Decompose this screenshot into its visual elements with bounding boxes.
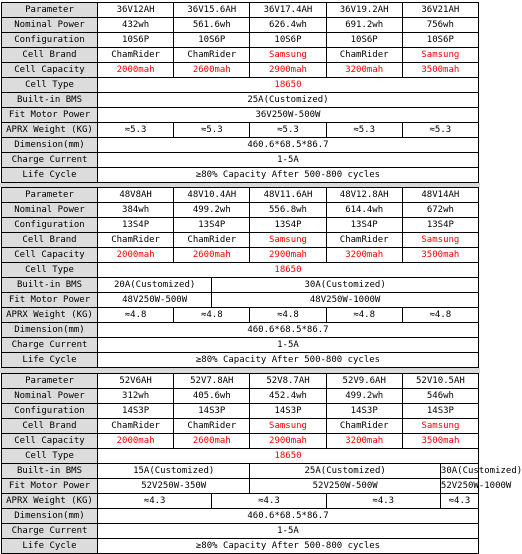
table-cell: 546wh [402, 389, 478, 404]
row-label: Fit Motor Power [2, 479, 98, 494]
table-cell: 2000mah [98, 434, 174, 449]
table-cell: ≈4.8 [174, 308, 250, 323]
table-cell: 18650 [98, 78, 479, 93]
table-cell: ChamRider [174, 48, 250, 63]
row-label: Charge Current [2, 153, 98, 168]
table-cell: 52V7.8AH [174, 374, 250, 389]
table-cell: 3200mah [326, 248, 402, 263]
table-cell: 14S3P [402, 404, 478, 419]
table-cell: 1-5A [98, 338, 479, 353]
table-cell: ChamRider [98, 48, 174, 63]
row-label: Cell Type [2, 449, 98, 464]
table-cell: 556.8wh [250, 203, 326, 218]
table-cell: Samsung [250, 48, 326, 63]
table-row [2, 494, 479, 509]
table-cell: ≥80% Capacity After 500-800 cycles [98, 353, 479, 368]
table-cell: 52V6AH [98, 374, 174, 389]
table-cell: 405.6wh [174, 389, 250, 404]
table-row [2, 153, 479, 168]
table-cell: 561.6wh [174, 18, 250, 33]
table-row [2, 63, 479, 78]
row-label: Cell Brand [2, 419, 98, 434]
spec-table-2 [1, 187, 479, 368]
table-cell: 1-5A [98, 153, 479, 168]
row-label: Cell Type [2, 263, 98, 278]
table-cell: 36V21AH [402, 3, 478, 18]
table-cell: 14S3P [250, 404, 326, 419]
table-cell: 36V12AH [98, 3, 174, 18]
table-cell: ≈4.8 [326, 308, 402, 323]
table-cell: 460.6*68.5*86.7 [98, 509, 479, 524]
table-cell: Samsung [402, 233, 478, 248]
table-cell: ≈4.3 [326, 494, 440, 509]
row-label: Configuration [2, 404, 98, 419]
table-cell: 452.4wh [250, 389, 326, 404]
table-cell: ≥80% Capacity After 500-800 cycles [98, 539, 479, 554]
table-cell: 20A(Customized) [98, 278, 212, 293]
table-row [2, 308, 479, 323]
table-cell: 3500mah [402, 434, 478, 449]
table-cell: 756wh [402, 18, 478, 33]
row-label: Built-in BMS [2, 464, 98, 479]
table-cell: 384wh [98, 203, 174, 218]
row-label: Cell Brand [2, 233, 98, 248]
table-cell: 15A(Customized) [98, 464, 250, 479]
row-label: Charge Current [2, 338, 98, 353]
table-cell: 10S6P [250, 33, 326, 48]
row-label: Built-in BMS [2, 93, 98, 108]
table-cell: 25A(Customized) [98, 93, 479, 108]
row-label: Configuration [2, 33, 98, 48]
table-cell: 10S6P [98, 33, 174, 48]
table-cell: 36V250W-500W [98, 108, 479, 123]
spec-table-1 [1, 2, 479, 183]
table-cell: 10S6P [402, 33, 478, 48]
table-cell: 30A(Customized) [212, 278, 479, 293]
row-label: Configuration [2, 218, 98, 233]
table-cell: 48V14AH [402, 188, 478, 203]
table-cell: 13S4P [250, 218, 326, 233]
table-cell: 48V8AH [98, 188, 174, 203]
table-row [2, 3, 479, 18]
table-cell: 499.2wh [326, 389, 402, 404]
table-cell: Samsung [402, 48, 478, 63]
table-row [2, 404, 479, 419]
table-cell: 14S3P [174, 404, 250, 419]
table-cell: ≈5.3 [174, 123, 250, 138]
table-row [2, 108, 479, 123]
table-cell: 691.2wh [326, 18, 402, 33]
table-row [2, 233, 479, 248]
table-cell: 3500mah [402, 248, 478, 263]
table-row [2, 123, 479, 138]
table-cell: 2900mah [250, 63, 326, 78]
table-cell: 2000mah [98, 248, 174, 263]
row-label: Parameter [2, 3, 98, 18]
table-cell: 36V15.6AH [174, 3, 250, 18]
table-cell: 52V250W-1000W [440, 479, 478, 494]
table-cell: 13S4P [402, 218, 478, 233]
row-label: Nominal Power [2, 18, 98, 33]
row-label: APRX Weight (KG) [2, 494, 98, 509]
table-cell: 1-5A [98, 524, 479, 539]
table-cell: 3200mah [326, 434, 402, 449]
table-cell: 13S4P [174, 218, 250, 233]
table-cell: ChamRider [98, 233, 174, 248]
row-label: Nominal Power [2, 389, 98, 404]
table-cell: 2900mah [250, 434, 326, 449]
row-label: Dimension(mm) [2, 138, 98, 153]
table-cell: ChamRider [326, 48, 402, 63]
table-cell: 626.4wh [250, 18, 326, 33]
table-cell: ≈4.3 [212, 494, 326, 509]
table-cell: 10S6P [326, 33, 402, 48]
table-row [2, 293, 479, 308]
table-cell: 499.2wh [174, 203, 250, 218]
table-cell: 30A(Customized) [440, 464, 478, 479]
table-cell: 52V250W-350W [98, 479, 250, 494]
row-label: Fit Motor Power [2, 108, 98, 123]
table-cell: ≥80% Capacity After 500-800 cycles [98, 168, 479, 183]
table-cell: Samsung [250, 233, 326, 248]
table-cell: ≈4.3 [440, 494, 478, 509]
row-label: Dimension(mm) [2, 509, 98, 524]
row-label: Life Cycle [2, 353, 98, 368]
table-cell: ≈5.3 [250, 123, 326, 138]
table-row [2, 263, 479, 278]
table-row [2, 509, 479, 524]
table-cell: ≈5.3 [326, 123, 402, 138]
row-label: Cell Capacity [2, 434, 98, 449]
table-cell: ChamRider [174, 419, 250, 434]
row-label: APRX Weight (KG) [2, 308, 98, 323]
table-row [2, 419, 479, 434]
table-cell: 312wh [98, 389, 174, 404]
row-label: APRX Weight (KG) [2, 123, 98, 138]
table-cell: 48V250W-1000W [212, 293, 479, 308]
table-cell: 2600mah [174, 63, 250, 78]
row-label: Life Cycle [2, 539, 98, 554]
row-label: Charge Current [2, 524, 98, 539]
table-cell: 48V12.8AH [326, 188, 402, 203]
table-cell: 48V10.4AH [174, 188, 250, 203]
table-cell: 18650 [98, 449, 479, 464]
table-cell: 36V17.4AH [250, 3, 326, 18]
table-cell: 10S6P [174, 33, 250, 48]
table-cell: 52V9.6AH [326, 374, 402, 389]
row-label: Cell Type [2, 78, 98, 93]
row-label: Life Cycle [2, 168, 98, 183]
table-cell: 52V250W-500W [250, 479, 441, 494]
row-label: Parameter [2, 188, 98, 203]
table-row [2, 434, 479, 449]
row-label: Cell Capacity [2, 248, 98, 263]
row-label: Dimension(mm) [2, 323, 98, 338]
table-row [2, 138, 479, 153]
table-cell: 52V8.7AH [250, 374, 326, 389]
spec-table-3 [1, 373, 522, 554]
table-cell: 614.4wh [326, 203, 402, 218]
row-label: Cell Brand [2, 48, 98, 63]
table-cell: 3200mah [326, 63, 402, 78]
table-cell: 52V10.5AH [402, 374, 478, 389]
table-row [2, 338, 479, 353]
table-cell: 14S3P [326, 404, 402, 419]
table-cell: 672wh [402, 203, 478, 218]
table-cell: 2600mah [174, 248, 250, 263]
table-cell: 2900mah [250, 248, 326, 263]
table-cell: Samsung [250, 419, 326, 434]
table-row [2, 18, 479, 33]
table-cell: ≈5.3 [402, 123, 478, 138]
table-cell: ≈4.8 [98, 308, 174, 323]
row-label: Built-in BMS [2, 278, 98, 293]
table-cell: ≈5.3 [98, 123, 174, 138]
table-cell: 25A(Customized) [250, 464, 441, 479]
table-row [2, 93, 479, 108]
table-row [2, 539, 479, 554]
table-cell: ChamRider [174, 233, 250, 248]
table-cell: 13S4P [98, 218, 174, 233]
table-row [2, 168, 479, 183]
table-cell: Samsung [402, 419, 478, 434]
table-cell: 48V11.6AH [250, 188, 326, 203]
table-row [2, 449, 479, 464]
table-row [2, 524, 479, 539]
table-cell: ≈4.8 [402, 308, 478, 323]
table-cell: 460.6*68.5*86.7 [98, 323, 479, 338]
table-cell: ≈4.3 [98, 494, 212, 509]
table-cell: 48V250W-500W [98, 293, 212, 308]
table-row [2, 188, 479, 203]
table-cell: 36V19.2AH [326, 3, 402, 18]
table-cell: 14S3P [98, 404, 174, 419]
table-cell: 3500mah [402, 63, 478, 78]
table-row [2, 33, 479, 48]
table-row [2, 464, 479, 479]
table-cell: ≈4.8 [250, 308, 326, 323]
table-cell: 2000mah [98, 63, 174, 78]
table-row [2, 48, 479, 63]
table-row [2, 203, 479, 218]
row-label: Fit Motor Power [2, 293, 98, 308]
table-row [2, 323, 479, 338]
table-cell: 2600mah [174, 434, 250, 449]
row-label: Nominal Power [2, 203, 98, 218]
table-row [2, 218, 479, 233]
table-cell: ChamRider [326, 233, 402, 248]
table-cell: 18650 [98, 263, 479, 278]
table-row [2, 479, 479, 494]
table-row [2, 374, 479, 389]
table-row [2, 353, 479, 368]
table-cell: 13S4P [326, 218, 402, 233]
row-label: Cell Capacity [2, 63, 98, 78]
table-cell: 432wh [98, 18, 174, 33]
table-row [2, 278, 479, 293]
table-cell: ChamRider [326, 419, 402, 434]
table-row [2, 248, 479, 263]
table-row [2, 389, 479, 404]
table-row [2, 78, 479, 93]
row-label: Parameter [2, 374, 98, 389]
table-cell: 460.6*68.5*86.7 [98, 138, 479, 153]
table-cell: ChamRider [98, 419, 174, 434]
